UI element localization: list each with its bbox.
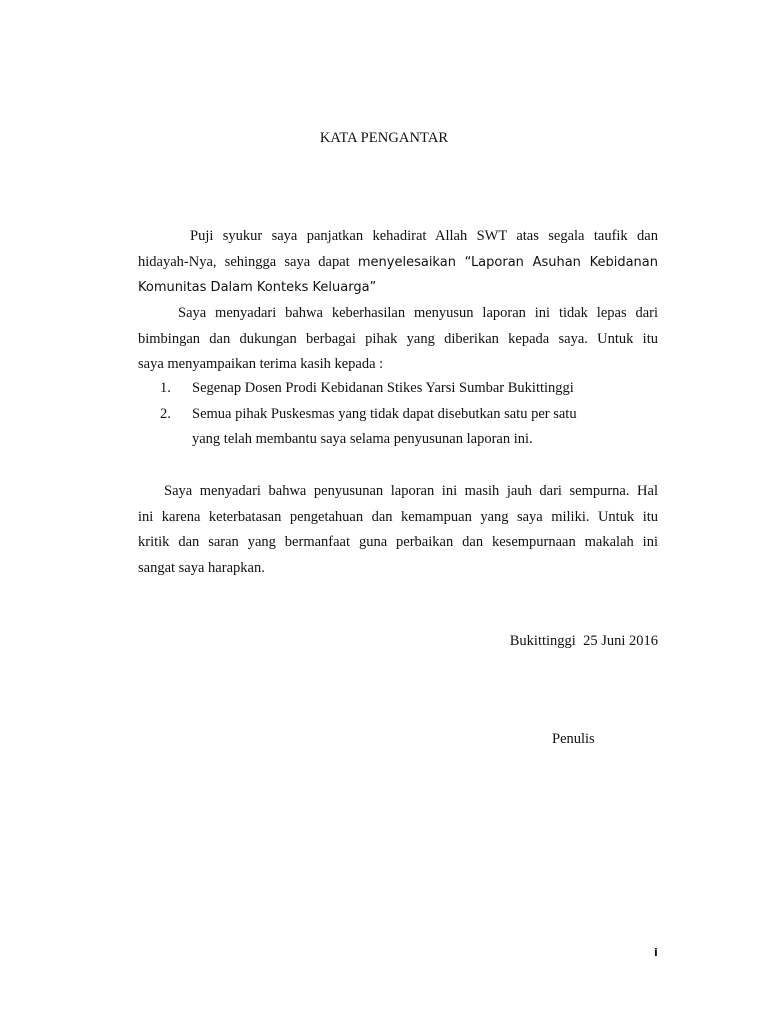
paragraph-gratitude: [138, 224, 658, 301]
page-title: KATA PENGANTAR: [319, 130, 449, 146]
paragraph-line: [138, 250, 658, 276]
list-item-text: Semua pihak Puskesmas yang tidak dapat disebutkan satu per satu: [192, 405, 577, 422]
paragraph-line: ini karena keterbatasan pengetahuan dan kemampuan yang saya miliki. Untuk itu: [138, 508, 658, 525]
list-item-number: 1.: [160, 380, 171, 396]
acknowledgement-list: [160, 376, 577, 453]
paragraph-closing: [138, 479, 658, 581]
page-number: i: [654, 946, 658, 959]
list-item-text: Segenap Dosen Prodi Kebidanan Stikes Yarsi Sumbar Bukittinggi: [192, 380, 574, 396]
paragraph-line: kritik dan saran yang bermanfaat guna perbaikan dan kesempurnaan makalah ini: [138, 534, 658, 551]
paragraph-segment: menyelesaikan “Laporan Asuhan Kebidanan: [357, 254, 658, 270]
list-item-continuation: yang telah membantu saya selama penyusunan laporan ini.: [192, 431, 533, 448]
paragraph-acknowledgement: [138, 301, 658, 378]
signer-name: Penulis: [552, 731, 595, 747]
paragraph-line: saya menyampaikan terima kasih kepada :: [138, 356, 384, 373]
list-item-number: 2.: [160, 405, 171, 422]
paragraph-line: bimbingan dan dukungan berbagai pihak yang diberikan kepada saya. Untuk itu: [138, 330, 658, 347]
paragraph-line: Komunitas Dalam Konteks Keluarga”: [138, 280, 377, 296]
list-item: [160, 376, 577, 402]
place-date: Bukittinggi 25 Juni 2016: [509, 633, 658, 649]
paragraph-segment: hidayah-Nya, sehingga saya dapat: [138, 253, 358, 270]
paragraph-line: Puji syukur saya panjatkan kehadirat Allah SWT atas segala taufik dan: [190, 228, 658, 244]
paragraph-line: Saya menyadari bahwa keberhasilan menyusun laporan ini tidak lepas dari: [178, 305, 658, 321]
paragraph-line: Saya menyadari bahwa penyusunan laporan ini masih jauh dari sempurna. Hal: [164, 483, 658, 499]
paragraph-line: sangat saya harapkan.: [138, 559, 265, 576]
list-item: [160, 402, 577, 428]
